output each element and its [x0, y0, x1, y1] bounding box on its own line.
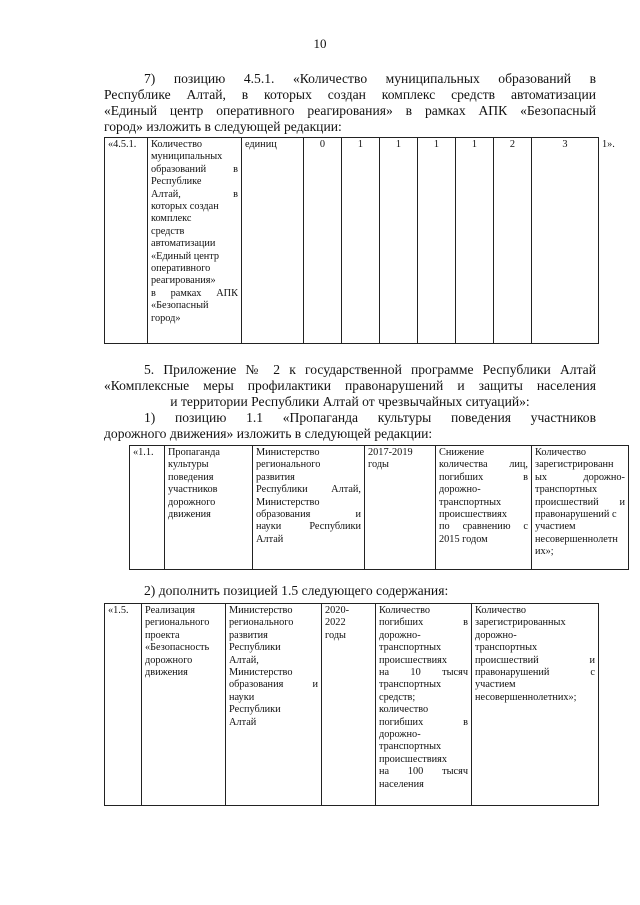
period-cell — [322, 604, 376, 806]
cell-line: транспортных — [379, 741, 442, 753]
value-cell: 1 — [418, 138, 456, 344]
paragraph-line: город» изложить в следующей редакции: — [104, 119, 342, 134]
cell-line: «Безопасность — [145, 642, 210, 654]
cell-line: муниципальных — [151, 151, 223, 163]
cell-line: зарегистрированных — [475, 617, 566, 629]
cell-line: Министерство — [229, 605, 293, 616]
cell-line: Реализация — [145, 605, 195, 616]
cell-line: происшествиях — [379, 753, 447, 765]
cell-line: погибших в — [379, 716, 468, 728]
position-code: «1.5. — [105, 604, 142, 806]
cell-line: по сравнению с — [439, 521, 528, 533]
cell-line: дорожного — [145, 654, 193, 666]
cell-line: на 10 тысяч — [379, 667, 468, 679]
period-cell: 2017-2019 годы — [365, 446, 436, 570]
cell-line: происшествиях — [379, 654, 447, 666]
cell-line: дорожного — [168, 496, 216, 508]
cell-line: несовершеннолетних»; — [475, 691, 577, 703]
paragraph-line: 5. Приложение № 2 к государственной программе Республики Алтай — [144, 362, 596, 377]
indicator-cell — [472, 604, 599, 806]
paragraph-line: Республике Алтай, в которых создан комплекс средств автоматизации — [104, 87, 596, 102]
position-code: «1.1. — [130, 446, 165, 570]
table-row — [130, 446, 629, 570]
value-cell: 0 — [304, 138, 342, 344]
unit-cell: единиц — [242, 138, 304, 344]
executor-cell — [226, 604, 322, 806]
cell-line: образований в — [151, 163, 238, 175]
table-row: «4.5.1. Количество муниципальных образований в Республике Алтай, в которых создан комплекс средств автоматизации «Единый центр оперативного реагирования» в рамках АПК «Безопасный город» единиц 0 1 1 1 1 2 3 1». — [105, 138, 599, 344]
cell-line: правонарушений с — [535, 509, 617, 521]
cell-line: 2022 — [325, 617, 346, 629]
value-cell: 3 — [532, 138, 599, 344]
cell-line: участием — [535, 521, 576, 533]
result-cell — [376, 604, 472, 806]
cell-line: Количество — [475, 605, 527, 616]
paragraph-line: «Единый центр оперативного реагирования» в рамках АПК «Безопасный — [104, 103, 596, 118]
indicator-cell — [532, 446, 629, 570]
cell-line: участием — [475, 679, 516, 691]
cell-line: Республики — [229, 704, 281, 716]
table-position-1-1 — [129, 445, 629, 570]
cell-line: дорожно- — [379, 729, 421, 741]
cell-line: Алтай — [229, 716, 257, 728]
cell-line: погибших в — [439, 471, 528, 483]
cell-line: образования и — [229, 679, 318, 691]
cell-line: регионального — [145, 617, 210, 629]
cell-line: поведения — [168, 471, 214, 483]
paragraph-line: и территории Республики Алтай от чрезвычайных ситуаций»: — [170, 394, 530, 409]
cell-line: Пропаганда — [168, 447, 220, 458]
cell-line: количества лиц, — [439, 459, 528, 471]
cell-line: транспортных — [379, 679, 442, 691]
cell-line: несовершеннолетн — [535, 533, 618, 545]
cell-line: 2020- — [325, 605, 350, 616]
cell-line: «Безопасный — [151, 300, 209, 312]
executor-cell — [253, 446, 365, 570]
table-position-4-5-1 — [104, 137, 615, 344]
cell-line: средств; — [379, 691, 416, 703]
cell-line: правонарушений с — [475, 667, 595, 679]
paragraph-item-2 — [104, 583, 596, 599]
cell-line: движения — [145, 667, 188, 679]
paragraph-item-7 — [104, 71, 596, 135]
cell-line: движения — [168, 509, 211, 521]
cell-line: Алтай — [256, 533, 284, 545]
cell-line: дорожно- — [475, 629, 517, 641]
cell-line: которых создан — [151, 201, 219, 213]
cell-line: транспортных — [439, 496, 502, 508]
position-code: «4.5.1. — [105, 138, 148, 344]
cell-line: Алтай, в — [151, 188, 238, 200]
cell-line: оперативного — [151, 263, 211, 275]
cell-line: происшествий и — [475, 654, 595, 666]
cell-line: Республики — [229, 642, 281, 654]
cell-line: участников — [168, 484, 218, 496]
cell-line: культуры — [168, 459, 209, 471]
cell-line: в рамках АПК — [151, 287, 238, 299]
cell-line: дорожно- — [439, 484, 481, 496]
cell-line: науки — [229, 691, 255, 703]
cell-line: на 100 тысяч — [379, 766, 468, 778]
cell-line: средств — [151, 225, 185, 237]
table-row — [105, 604, 599, 806]
value-cell: 2 — [494, 138, 532, 344]
cell-line: автоматизации — [151, 238, 216, 250]
paragraph-line: 7) позицию 4.5.1. «Количество муниципальных образований в — [144, 71, 596, 86]
cell-line: погибших в — [379, 617, 468, 629]
paragraph-line: дорожного движения» изложить в следующей редакции: — [104, 426, 433, 441]
cell-line: «Единый центр — [151, 250, 220, 262]
cell-line: населения — [379, 778, 424, 790]
cell-line: Министерство — [256, 496, 320, 508]
cell-line: Снижение — [439, 447, 485, 458]
cell-line: науки Республики — [256, 521, 361, 533]
cell-line: город» — [151, 312, 181, 324]
cell-line: развития — [229, 629, 268, 641]
cell-line: транспортных — [475, 642, 538, 654]
cell-line: комплекс — [151, 213, 192, 225]
cell-line: 2015 годом — [439, 533, 488, 545]
page-number: 10 — [313, 36, 327, 51]
cell-line: Министерство — [229, 667, 293, 679]
cell-line: дорожно- — [379, 629, 421, 641]
cell-line: зарегистрированн — [535, 459, 614, 471]
paragraph-section-5 — [104, 362, 596, 442]
cell-line: Республике — [151, 176, 202, 188]
cell-line: количество — [379, 704, 429, 716]
cell-line: регионального — [256, 459, 321, 471]
cell-line: транспортных — [535, 484, 598, 496]
cell-line: Количество — [151, 139, 203, 150]
cell-line: Количество — [535, 447, 587, 458]
event-name-cell — [165, 446, 253, 570]
cell-line: проекта — [145, 629, 180, 641]
cell-line: транспортных — [379, 642, 442, 654]
cell-line: ых дорожно- — [535, 471, 625, 483]
cell-line: Республики Алтай, — [256, 484, 361, 496]
cell-line: регионального — [229, 617, 294, 629]
table-position-1-5 — [104, 603, 599, 806]
cell-line: их»; — [535, 546, 554, 558]
value-cell: 1 — [342, 138, 380, 344]
result-cell — [436, 446, 532, 570]
paragraph-line: «Комплексные меры профилактики правонарушений и защиты населения — [104, 378, 596, 393]
value-cell: 1 — [456, 138, 494, 344]
cell-line: Алтай, — [229, 654, 259, 666]
paragraph-line: 2) дополнить позицией 1.5 следующего содержания: — [144, 583, 449, 598]
value-cell: 1 — [380, 138, 418, 344]
indicator-name-cell — [148, 138, 242, 344]
cell-line: развития — [256, 471, 295, 483]
cell-line: Количество — [379, 605, 431, 616]
cell-line: реагирования» — [151, 275, 216, 287]
cell-line: происшествиях — [439, 509, 507, 521]
cell-line: образования и — [256, 509, 361, 521]
event-name-cell — [142, 604, 226, 806]
paragraph-line: 1) позицию 1.1 «Пропаганда культуры поведения участников — [144, 410, 596, 425]
cell-line: Министерство — [256, 447, 320, 458]
cell-line: годы — [325, 629, 346, 641]
cell-line: происшествий и — [535, 496, 625, 508]
